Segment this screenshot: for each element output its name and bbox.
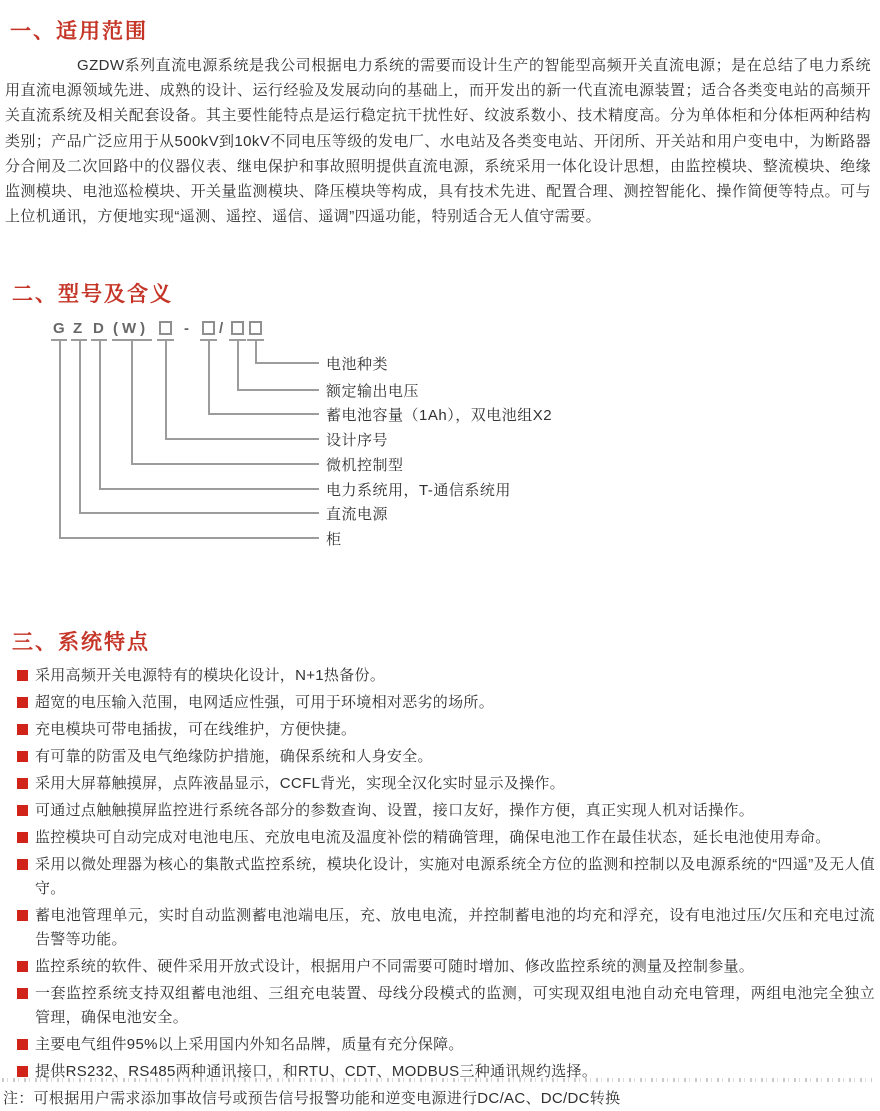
feature-text: 采用以微处理器为核心的集散式监控系统，模块化设计，实施对电源系统全方位的监测和控制以及电源系统的“四遥”及无人值守。 <box>35 856 875 897</box>
cutoff-text-artifact <box>2 1078 872 1082</box>
connector-line <box>59 537 319 539</box>
bullet-square <box>17 778 28 789</box>
connector-line <box>255 362 319 364</box>
connector-line <box>255 339 257 362</box>
connector-line <box>99 339 101 488</box>
features-list <box>3 664 875 1111</box>
connector-line <box>237 339 239 389</box>
model-code-slash: / <box>219 320 224 337</box>
connector-line <box>131 463 319 465</box>
model-code-box-1 <box>159 321 172 335</box>
model-code-letter-d: D <box>93 320 104 337</box>
model-code-letter-z: Z <box>73 320 83 337</box>
bullet-square <box>17 697 28 708</box>
model-designation-diagram <box>0 318 880 570</box>
feature-item <box>17 904 875 952</box>
scope-paragraph: GZDW系列直流电源系统是我公司根据电力系统的需要而设计生产的智能型高频开关直流电源；是在总结了电力系统用直流电源领域先进、成熟的设计、运行经验及发展动向的基础上，而开发出的新一代直流电源装置；适合各类变电站的高频开关直流系统及相关配套设备。其主要性能特点是运行稳定抗干扰性好、纹波系数小、技术精度高。分为单体柜和分体柜两种结构类别；产品广泛应用于从500kV到10kV不同电压等级的发电厂、水电站及各类变电站、开闭所、开关站和用户变电中，为断路器分合闸及二次回路中的仪器仪表、继电保护和事故照明提供直流电源，系统采用一体化设计思想，由监控模块、整流模块、绝缘监测模块、电池巡检模块、开关量监测模块、降压模块等构成，具有技术先进、配置合理、测控智能化、操作简便等特点。可与上位机通讯，方便地实现“遥测、遥控、遥信、遥调”四遥功能，特别适合无人值守需要。 <box>5 57 871 226</box>
feature-item <box>17 853 875 901</box>
model-code-letter-w: (W) <box>113 320 150 337</box>
model-label: 额定输出电压 <box>326 383 420 400</box>
section-heading-model: 二、型号及含义 <box>12 283 173 306</box>
feature-text: 有可靠的防雷及电气绝缘防护措施，确保系统和人身安全。 <box>35 748 433 765</box>
feature-text: 可通过点触触摸屏监控进行系统各部分的参数查询、设置，接口友好，操作方便，真正实现人机对话操作。 <box>35 802 755 819</box>
feature-item <box>17 745 875 769</box>
feature-text: 蓄电池管理单元，实时自动监测蓄电池端电压，充、放电电流，并控制蓄电池的均充和浮充，设有电池过压/欠压和充电过流告警等功能。 <box>35 907 875 948</box>
model-label: 直流电源 <box>326 506 389 523</box>
footnote: 注：可根据用户需求添加事故信号或预告信号报警功能和逆变电源进行DC/AC、DC/DC转换 <box>3 1090 621 1107</box>
feature-item <box>17 691 875 715</box>
connector-line <box>99 488 319 490</box>
connector-line <box>79 339 81 512</box>
section-heading-features: 三、系统特点 <box>12 631 150 654</box>
connector-line <box>208 339 210 413</box>
feature-item <box>17 826 875 850</box>
connector-line <box>131 339 133 463</box>
bullet-square <box>17 670 28 681</box>
feature-item <box>17 772 875 796</box>
feature-text: 充电模块可带电插拔，可在线维护，方便快捷。 <box>35 721 357 738</box>
connector-line <box>208 413 319 415</box>
feature-item <box>17 955 875 979</box>
feature-text: 一套监控系统支持双组蓄电池组、三组充电装置、母线分段模式的监测，可实现双组电池自动充电管理，两组电池完全独立管理，确保电池安全。 <box>35 985 875 1026</box>
bullet-square <box>17 988 28 999</box>
model-label: 电力系统用，T-通信系统用 <box>326 482 511 499</box>
bullet-square <box>17 1066 28 1077</box>
feature-item <box>17 718 875 742</box>
model-label: 电池种类 <box>326 356 389 373</box>
bullet-square <box>17 961 28 972</box>
connector-line <box>59 339 61 537</box>
section-heading-scope: 一、适用范围 <box>10 20 148 43</box>
bullet-square <box>17 751 28 762</box>
model-label: 柜 <box>326 531 342 548</box>
connector-line <box>165 438 319 440</box>
connector-line <box>237 389 319 391</box>
bullet-square <box>17 1039 28 1050</box>
model-code-box-2 <box>202 321 215 335</box>
model-label: 微机控制型 <box>326 457 404 474</box>
bullet-square <box>17 805 28 816</box>
model-code-letter-g: G <box>53 320 65 337</box>
connector-line <box>165 339 167 438</box>
bullet-square <box>17 724 28 735</box>
feature-text: 采用大屏幕触摸屏，点阵液晶显示，CCFL背光，实现全汉化实时显示及操作。 <box>35 775 565 792</box>
feature-item <box>17 664 875 688</box>
feature-text: 采用高频开关电源特有的模块化设计，N+1热备份。 <box>35 667 386 684</box>
model-label: 设计序号 <box>326 432 389 449</box>
feature-item <box>17 1033 875 1057</box>
bullet-square <box>17 832 28 843</box>
bullet-square <box>17 910 28 921</box>
feature-text: 主要电气组件95%以上采用国内外知名品牌，质量有充分保障。 <box>35 1036 464 1053</box>
connector-line <box>79 512 319 514</box>
feature-text: 提供RS232、RS485两种通讯接口，和RTU、CDT、MODBUS三种通讯规约选择。 <box>35 1063 598 1080</box>
model-code-box-3 <box>231 321 244 335</box>
feature-text: 监控模块可自动完成对电池电压、充放电电流及温度补偿的精确管理，确保电池工作在最佳状态，延长电池使用寿命。 <box>35 829 831 846</box>
feature-item <box>17 799 875 823</box>
feature-text: 超宽的电压输入范围，电网适应性强，可用于环境相对恶劣的场所。 <box>35 694 495 711</box>
feature-item <box>17 982 875 1030</box>
model-code-box-4 <box>249 321 262 335</box>
model-code-dash: - <box>184 320 189 337</box>
bullet-square <box>17 859 28 870</box>
model-label: 蓄电池容量（1Ah），双电池组X2 <box>326 407 553 424</box>
feature-text: 监控系统的软件、硬件采用开放式设计，根据用户不同需要可随时增加、修改监控系统的测量及控制参量。 <box>35 958 755 975</box>
